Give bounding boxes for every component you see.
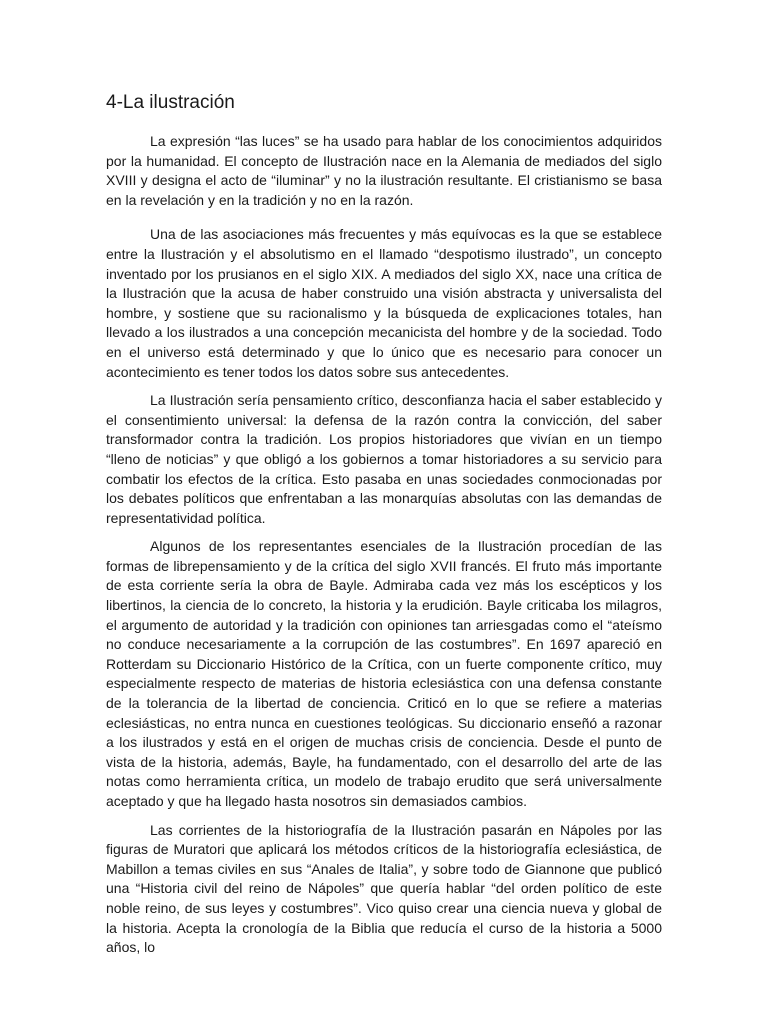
paragraph-bayle: Algunos de los representantes esenciales de la Ilustración procedían de las formas de librepensamiento y de la crítica del siglo XVII francés. El fruto más importante de esta corriente sería la obra de Bayle. Admiraba cada vez más los escépticos y los libertinos, la ciencia de lo concreto, la historia y la erudición. Bayle criticaba los milagros, el argumento de autoridad y la tradición con opiniones tan arriesgadas como el “ateísmo no conduce necesariamente a la corrupción de las costumbres”. En 1697 apareció en Rotterdam su Diccionario Histórico de la Crítica, con un fuerte componente crítico, muy especialmente respecto de materias de historia eclesiástica con una defensa constante de la tolerancia de la libertad de conciencia. Criticó en lo que se refiere a materias eclesiásticas, no entra nunca en cuestiones teológicas. Su diccionario enseñó a razonar a los ilustrados y está en el origen de muchas crisis de conciencia. Desde el punto de vista de la historia, además, Bayle, ha fundamentado, con el desarrollo del arte de las notas como herramienta crítica, un modelo de trabajo erudito que será universalmente aceptado y que ha llegado hasta nosotros sin demasiados cambios. — [106, 538, 662, 809]
paragraph-pensamiento-critico: La Ilustración sería pensamiento crítico, desconfianza hacia el saber establecido y el consentimiento universal: la defensa de la razón contra la convicción, del saber transformador contra la tradición. Los propios historiadores que vivían en un tiempo “lleno de noticias” y que obligó a los gobiernos a tomar historiadores a su servicio para combatir los efectos de la crítica. Esto pasaba en unas sociedades conmocionadas por los debates políticos que enfrentaban a las monarquías absolutas con las demandas de representatividad política. — [106, 392, 662, 526]
paragraph-intro: La expresión “las luces” se ha usado para hablar de los conocimientos adquiridos por la humanidad. El concepto de Ilustración nace en la Alemania de mediados del siglo XVIII y designa el acto de “iluminar” y no la ilustración resultante. El cristianismo se basa en la revelación y en la tradición y no en la razón. — [106, 133, 662, 208]
paragraph-napoles: Las corrientes de la historiografía de la Ilustración pasarán en Nápoles por las figuras de Muratori que aplicará los métodos críticos de la historiografía eclesiástica, de Mabillon a temas civiles en sus “Anales de Italia”, y sobre todo de Giannone que publicó una “Historia civil del reino de Nápoles” que quería hablar “del orden político de este noble reino, de sus leyes y costumbres”. Vico quiso crear una ciencia nueva y global de la historia. Acepta la cronología de la Biblia que reducía el curso de la historia a 5000 años, lo — [106, 821, 662, 956]
section-title: 4-La ilustración — [106, 92, 235, 113]
paragraph-absolutismo: Una de las asociaciones más frecuentes y más equívocas es la que se establece entre la Ilustración y el absolutismo en el llamado “despotismo ilustrado”, un concepto inventado por los prusianos en el siglo XIX. A mediados del siglo XX, nace una crítica de la Ilustración que la acusa de haber construido una visión abstracta y universalista del hombre, y sostiene que su racionalismo y la búsqueda de explicaciones totales, han llevado a los ilustrados a una concepción mecanicista del hombre y de la sociedad. Todo en el universo está determinado y que lo único que es necesario para conocer un acontecimiento es tener todos los datos sobre sus antecedentes. — [106, 226, 662, 380]
document-body — [106, 92, 662, 967]
